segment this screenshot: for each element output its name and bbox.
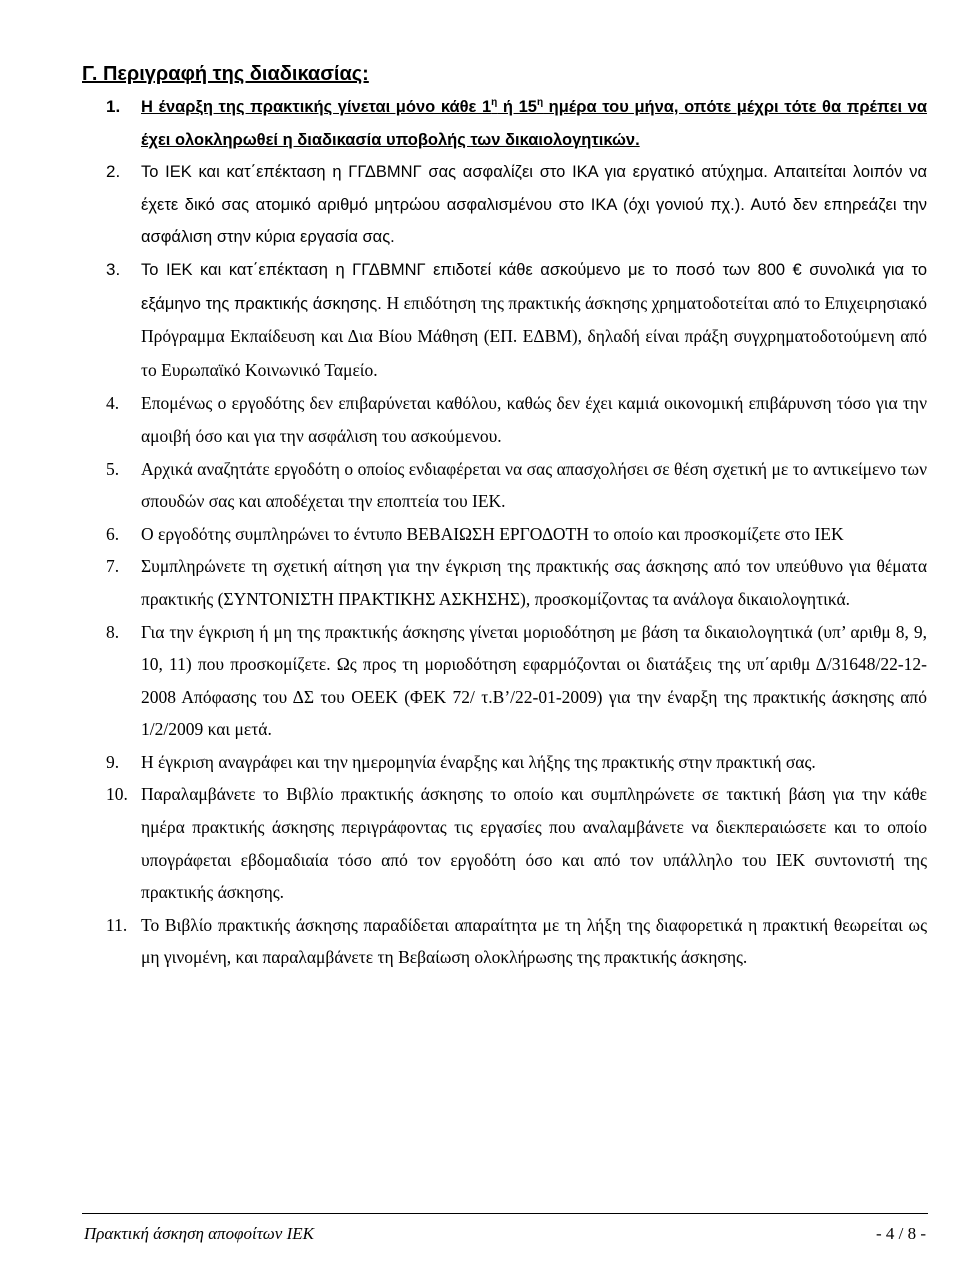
list-item <box>0 909 960 974</box>
page-number: - 4 / 8 - <box>875 1224 926 1243</box>
text-run: Η επιδότηση της πρακτικής άσκησης χρηματοδοτείται από το Επιχειρησιακό Πρόγραμμα Εκπαίδευση και Δια Βίου Μάθηση (ΕΠ. ΕΔΒΜ), δηλαδή είναι πράξη συγχρηματοδοτούμενη από το Ευρωπαϊκό Κοινωνικό Ταμείο. <box>141 292 927 380</box>
footer-divider <box>82 1213 928 1214</box>
list-item <box>0 746 960 779</box>
list-item <box>0 518 960 551</box>
procedure-list <box>0 91 960 974</box>
item-number: 7. <box>106 556 120 577</box>
item-number: 4. <box>106 393 120 414</box>
item-text <box>141 163 927 246</box>
item-number: 11. <box>106 914 128 935</box>
item-number: 3. <box>106 259 121 279</box>
list-item <box>0 616 960 746</box>
text-run: ή 15 <box>497 98 537 116</box>
text-run: Το ΙΕΚ και κατ΄επέκταση η ΓΓΔΒΜΝΓ επιδοτεί κάθε ασκούμενο με το ποσό των 800 € συνολικά για το εξάμηνο της πρακτικής άσκησης. <box>141 260 927 313</box>
item-text <box>141 393 927 446</box>
item-number: 2. <box>106 162 121 182</box>
item-number: 9. <box>106 751 120 772</box>
list-item <box>0 156 960 254</box>
item-text <box>141 261 927 380</box>
list-item <box>0 91 960 156</box>
footer-title: Πρακτική άσκηση αποφοίτων ΙΕΚ <box>84 1224 314 1243</box>
section-heading: Γ. Περιγραφή της διαδικασίας: <box>82 63 369 85</box>
text-run: Για την έγκριση ή μη της πρακτικής άσκησης γίνεται μοριοδότηση με βάση τα δικαιολογητικά (υπ’ αριθμ 8, 9, 10, 11) που προσκομίζετε. Ως προς τη μοριοδότηση εφαρμόζονται οι διατάξεις της υπ΄αριθμ Δ/31648/22-12-2008 Απόφασης του ΔΣ του ΟΕΕΚ (ΦΕΚ 72/ τ.Β’/22-01-2009) για την έναρξη της πρακτικής άσκησης από 1/2/2009 και μετά. <box>141 621 927 740</box>
text-run: Ο εργοδότης συμπληρώνει το έντυπο ΒΕΒΑΙΩΣΗ ΕΡΓΟΔΟΤΗ το οποίο και προσκομίζετε στο ΙΕΚ <box>141 523 844 544</box>
text-run: Η έναρξη της πρακτικής γίνεται μόνο κάθε 1 <box>141 98 492 116</box>
text-run: ημέρα του μήνα, οπότε μέχρι τότε θα πρέπει να έχει ολοκληρωθεί η διαδικασία υποβολής των δικαιολογητικών. <box>141 98 927 149</box>
item-text <box>141 915 927 968</box>
item-text <box>141 524 844 544</box>
item-text <box>141 98 927 149</box>
item-text <box>141 752 816 772</box>
superscript-text: η <box>491 97 498 108</box>
list-item <box>0 778 960 908</box>
list-item <box>0 254 960 387</box>
text-run: Παραλαμβάνετε το Βιβλίο πρακτικής άσκησης το οποίο και συμπληρώνετε σε τακτική βάση για την κάθε ημέρα πρακτικής άσκησης περιγράφοντας τις εργασίες που αναλαμβάνετε να διεκπεραιώσετε και το οποίο υπογράφεται εβδομαδιαία τόσο από τον εργοδότη όσο και από τον υπάλληλο του ΙΕΚ συντονιστή της πρακτικής άσκησης. <box>141 784 927 903</box>
item-text <box>141 556 927 609</box>
item-number: 8. <box>106 621 120 642</box>
item-text <box>141 459 927 512</box>
superscript-text: η <box>536 97 544 108</box>
item-text <box>141 784 927 902</box>
list-item <box>0 387 960 452</box>
item-text <box>141 622 927 740</box>
text-run: Το Βιβλίο πρακτικής άσκησης παραδίδεται απαραίτητα με τη λήξη της διαφορετικά η πρακτική θεωρείται ως μη γινομένη, και παραλαμβάνετε τη Βεβαίωση ολοκλήρωσης της πρακτικής άσκησης. <box>141 914 927 968</box>
text-run: Επομένως ο εργοδότης δεν επιβαρύνεται καθόλου, καθώς δεν έχει καμιά οικονομική επιβάρυνση τόσο για την αμοιβή όσο και για την ασφάλιση του ασκούμενου. <box>141 393 927 446</box>
list-item <box>0 453 960 518</box>
item-number: 10. <box>106 784 128 805</box>
text-run: Το ΙΕΚ και κατ΄επέκταση η ΓΓΔΒΜΝΓ σας ασφαλίζει στο ΙΚΑ για εργατικό ατύχημα. Απαιτείται λοιπόν να έχετε δικό σας ατομικό αριθμό μητρώου ασφαλισμένου στο ΙΚΑ (όχι γονιού πχ.). Αυτό δεν επηρεάζει την ασφάλιση στην κύρια εργασία σας. <box>141 163 927 247</box>
item-number: 1. <box>106 97 121 116</box>
text-run: Αρχικά αναζητάτε εργοδότη ο οποίος ενδιαφέρεται να σας απασχολήσει σε θέση σχετική με το αντικείμενο των σπουδών σας και αποδέχεται την εποπτεία του ΙΕΚ. <box>141 458 927 512</box>
list-item <box>0 550 960 615</box>
item-number: 6. <box>106 523 120 544</box>
text-run: Η έγκριση αναγράφει και την ημερομηνία έναρξης και λήξης της πρακτικής στην πρακτική σας. <box>141 751 816 772</box>
text-run: Συμπληρώνετε τη σχετική αίτηση για την έγκριση της πρακτικής σας άσκησης από τον υπεύθυνο για θέματα πρακτικής (ΣΥΝΤΟΝΙΣΤΗ ΠΡΑΚΤΙΚΗΣ ΑΣΚΗΣΗΣ), προσκομίζοντας τα ανάλογα δικαιολογητικά. <box>141 556 927 609</box>
item-number: 5. <box>106 458 120 479</box>
